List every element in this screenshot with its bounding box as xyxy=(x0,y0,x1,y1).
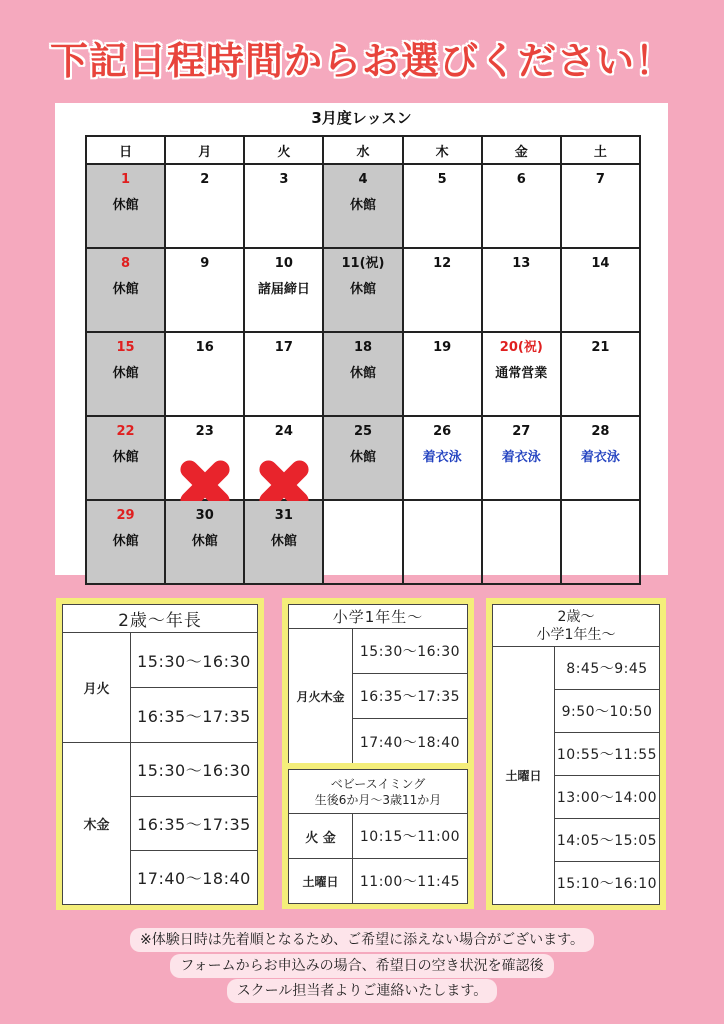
weekday-mon: 月 xyxy=(165,136,244,164)
schedule-toddler-box xyxy=(62,604,258,904)
day-note: 休館 xyxy=(349,450,376,465)
calendar-day-cell xyxy=(244,500,323,584)
calendar-day-cell xyxy=(403,248,482,332)
calendar-day-cell xyxy=(323,416,402,500)
calendar-day-cell xyxy=(165,164,244,248)
calendar-day-cell xyxy=(244,248,323,332)
day-number: 21 xyxy=(591,340,610,355)
time-slot: 9:50～10:50 xyxy=(555,690,660,733)
calendar-day-cell xyxy=(165,416,244,500)
calendar-day-cell xyxy=(561,500,640,584)
day-number: 13 xyxy=(512,256,531,271)
baby-header-line2: 生後6か月～3歳11か月 xyxy=(314,792,442,807)
calendar-panel xyxy=(55,103,668,575)
day-number: 12 xyxy=(433,256,452,271)
time-slot: 16:35～17:35 xyxy=(131,688,258,743)
schedule-baby-box xyxy=(288,769,468,903)
calendar-day-cell xyxy=(482,500,561,584)
day-number: 14 xyxy=(591,256,610,271)
calendar-day-cell xyxy=(86,332,165,416)
calendar-week-row xyxy=(86,416,640,500)
day-number: 8 xyxy=(121,256,131,271)
schedule-saturday-header xyxy=(493,605,660,647)
day-note: 休館 xyxy=(349,366,376,381)
day-number: 18 xyxy=(353,340,373,355)
day-number: 19 xyxy=(433,340,452,355)
calendar-day-cell xyxy=(244,332,323,416)
calendar-day-cell xyxy=(482,164,561,248)
day-note: 休館 xyxy=(112,366,139,381)
time-slot: 15:10～16:10 xyxy=(555,862,660,905)
day-note: 休館 xyxy=(270,534,297,549)
day-number: 6 xyxy=(516,172,526,187)
calendar-day-cell xyxy=(403,416,482,500)
calendar-day-cell xyxy=(86,500,165,584)
calendar-day-cell xyxy=(561,332,640,416)
calendar-day-cell xyxy=(165,248,244,332)
calendar-day-cell xyxy=(323,248,402,332)
calendar-week-row xyxy=(86,332,640,416)
day-number: 28 xyxy=(591,424,610,439)
calendar-day-cell xyxy=(482,248,561,332)
schedule-toddler-header: 2歳～年長 xyxy=(63,605,258,633)
schedule-elementary-header: 小学1年生～ xyxy=(289,605,468,629)
note-line-1: ※体験日時は先着順となるため、ご希望に添えない場合がございます。 xyxy=(0,928,724,952)
calendar-day-cell xyxy=(165,332,244,416)
calendar-day-cell xyxy=(403,500,482,584)
calendar-week-row xyxy=(86,248,640,332)
day-number: 7 xyxy=(595,172,605,187)
calendar-day-cell xyxy=(482,332,561,416)
day-number: 5 xyxy=(437,172,447,187)
calendar-heading: 3月度レッスン xyxy=(311,109,412,127)
time-slot: 10:15～11:00 xyxy=(353,814,468,859)
saturday-header-line2: 小学1年生～ xyxy=(536,626,616,643)
schedule-elementary-box xyxy=(288,604,468,764)
day-number: 23 xyxy=(195,424,214,439)
day-number: 11(祝) xyxy=(341,256,385,271)
day-note: 休館 xyxy=(349,282,376,297)
calendar-day-cell xyxy=(244,164,323,248)
calendar-day-cell xyxy=(403,164,482,248)
time-slot: 13:00～14:00 xyxy=(555,776,660,819)
day-note: 着衣泳 xyxy=(422,450,462,465)
time-slot: 15:30～16:30 xyxy=(131,743,258,797)
calendar-week-row xyxy=(86,164,640,248)
days-label: 月火木金 xyxy=(289,629,353,765)
day-number: 4 xyxy=(358,172,368,187)
day-note: 着衣泳 xyxy=(580,450,620,465)
note-line-3: スクール担当者よりご連絡いたします。 xyxy=(0,979,724,1003)
calendar-day-cell xyxy=(403,332,482,416)
day-note: 休館 xyxy=(112,198,139,213)
day-number: 31 xyxy=(274,508,293,523)
day-number: 15 xyxy=(116,340,135,355)
day-number: 1 xyxy=(121,172,131,187)
calendar-day-cell xyxy=(244,416,323,500)
day-note: 通常営業 xyxy=(495,366,548,381)
day-note: 休館 xyxy=(349,198,376,213)
weekday-fri: 金 xyxy=(482,136,561,164)
page-title: 下記日程時間からお選びください！ xyxy=(49,39,674,83)
time-slot: 10:55～11:55 xyxy=(555,733,660,776)
weekday-row xyxy=(86,136,640,164)
calendar-day-cell xyxy=(482,416,561,500)
day-note: 休館 xyxy=(112,282,139,297)
time-slot: 11:00～11:45 xyxy=(353,859,468,904)
day-number: 9 xyxy=(200,256,210,271)
calendar-day-cell xyxy=(323,164,402,248)
calendar-day-cell xyxy=(561,416,640,500)
note-line-2: フォームからお申込みの場合、希望日の空き状況を確認後 xyxy=(0,954,724,978)
day-number: 29 xyxy=(116,508,135,523)
day-number: 25 xyxy=(353,424,373,439)
time-slot: 15:30～16:30 xyxy=(131,633,258,688)
weekday-sat: 土 xyxy=(561,136,640,164)
days-label: 月火 xyxy=(63,633,131,743)
day-note: 諸届締日 xyxy=(257,282,310,297)
days-label: 土曜日 xyxy=(289,859,353,904)
day-note: 休館 xyxy=(191,534,218,549)
day-number: 2 xyxy=(200,172,210,187)
day-number: 3 xyxy=(279,172,289,187)
calendar-day-cell xyxy=(323,332,402,416)
days-label: 土曜日 xyxy=(493,647,555,905)
weekday-wed: 水 xyxy=(323,136,402,164)
day-number: 17 xyxy=(274,340,293,355)
time-slot: 16:35～17:35 xyxy=(131,797,258,851)
weekday-sun: 日 xyxy=(86,136,165,164)
days-label: 火 金 xyxy=(289,814,353,859)
time-slot: 14:05～15:05 xyxy=(555,819,660,862)
weekday-thu: 木 xyxy=(403,136,482,164)
day-number: 16 xyxy=(195,340,214,355)
weekday-tue: 火 xyxy=(244,136,323,164)
calendar-day-cell xyxy=(86,164,165,248)
day-number: 27 xyxy=(512,424,531,439)
calendar-day-cell xyxy=(561,248,640,332)
days-label: 木金 xyxy=(63,743,131,905)
calendar-week-row xyxy=(86,500,640,584)
day-number: 26 xyxy=(433,424,452,439)
time-slot: 16:35～17:35 xyxy=(353,674,468,719)
schedule-saturday-box xyxy=(492,604,660,904)
time-slot: 15:30～16:30 xyxy=(353,629,468,674)
day-number: 22 xyxy=(116,424,135,439)
calendar-day-cell xyxy=(86,416,165,500)
baby-header-line1: ベビースイミング xyxy=(330,776,426,791)
day-number: 30 xyxy=(195,508,214,523)
time-slot: 17:40～18:40 xyxy=(353,719,468,765)
calendar-day-cell xyxy=(323,500,402,584)
day-note: 休館 xyxy=(112,450,139,465)
calendar-day-cell xyxy=(561,164,640,248)
schedule-baby-header xyxy=(289,770,468,814)
day-number: 24 xyxy=(274,424,293,439)
calendar-day-cell xyxy=(165,500,244,584)
time-slot: 8:45～9:45 xyxy=(555,647,660,690)
day-note: 着衣泳 xyxy=(501,450,541,465)
day-note: 休館 xyxy=(112,534,139,549)
time-slot: 17:40～18:40 xyxy=(131,851,258,905)
day-number: 10 xyxy=(274,256,293,271)
calendar-table xyxy=(85,135,641,585)
day-number: 20(祝) xyxy=(499,340,543,355)
saturday-header-line1: 2歳～ xyxy=(557,608,595,625)
calendar-day-cell xyxy=(86,248,165,332)
